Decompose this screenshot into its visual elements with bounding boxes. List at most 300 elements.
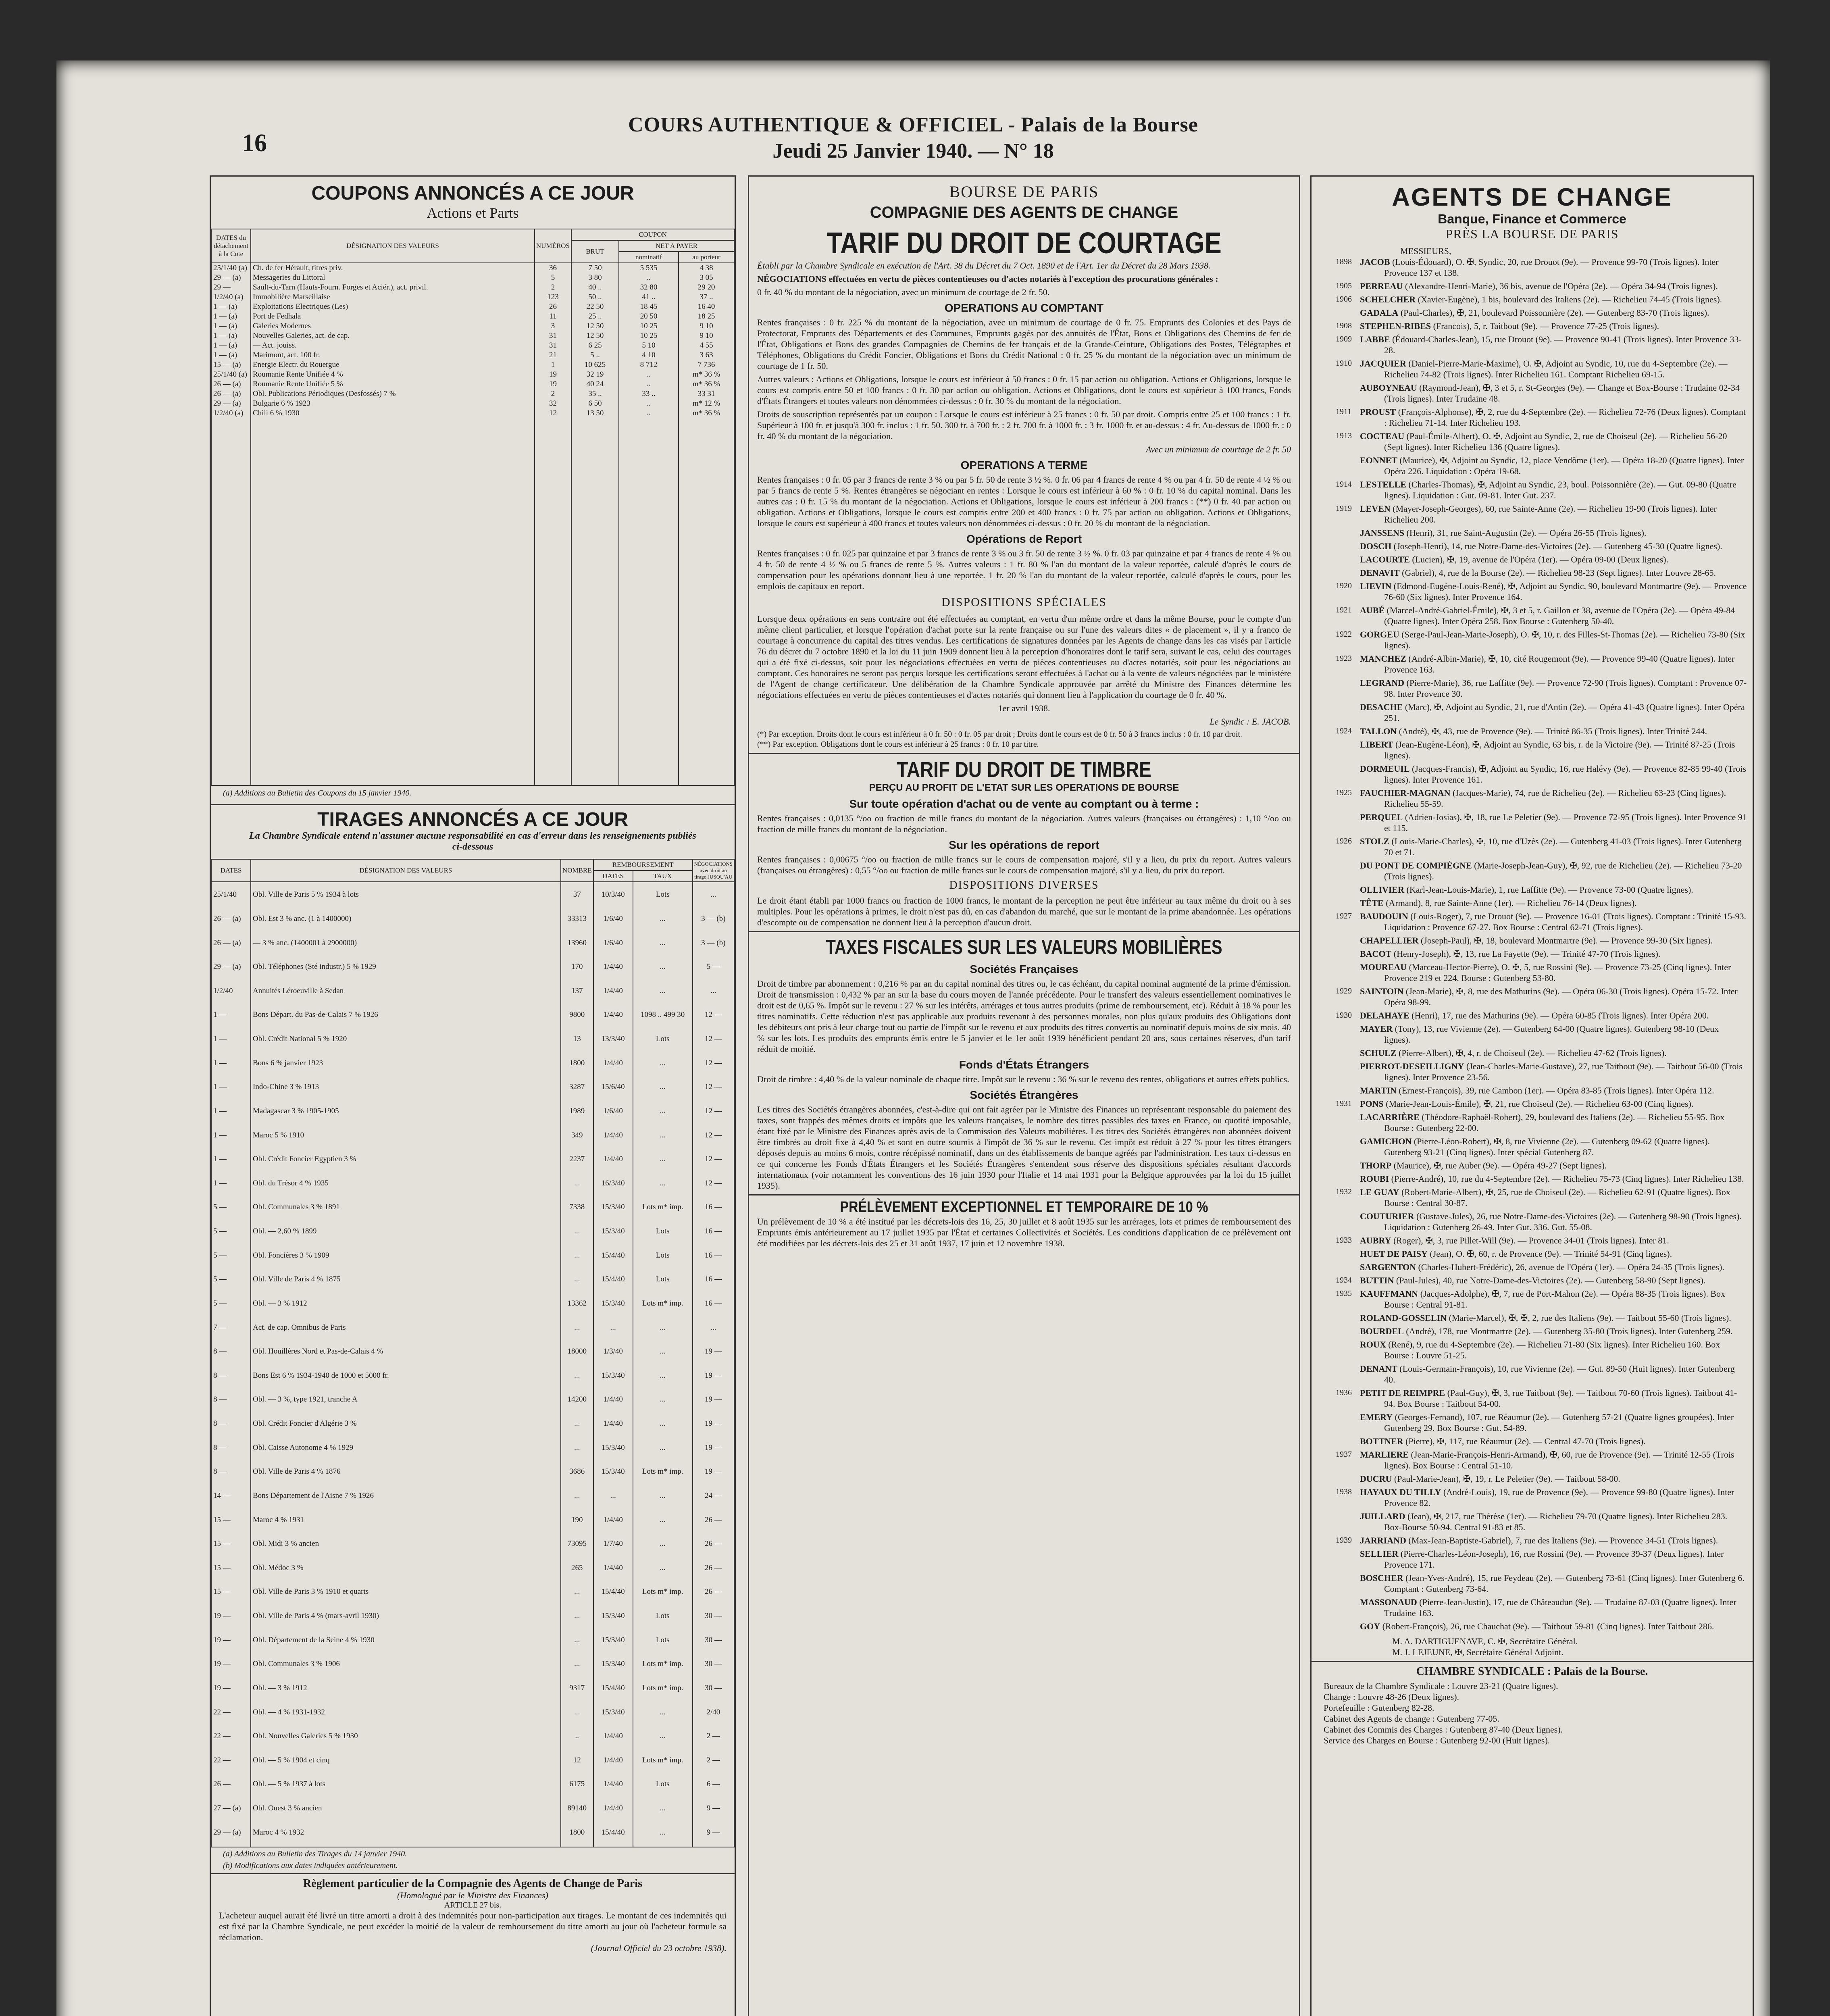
agent-detail: (Joseph-Paul), ✠, 18, boulevard Montmartre (9e). — Provence 99-30 (Six lignes).: [1420, 935, 1713, 946]
chambre-title: CHAMBRE SYNDICALE : Palais de la Bourse.: [1416, 1665, 1648, 1678]
agent-detail: (Jacques-Francis), ✠, Adjoint au Syndic, 16, rue Halévy (9e). — Provence 82-85 99-40 (Trois lignes). Inter Provence 161.: [1384, 764, 1746, 785]
cell-designation: Act. de cap. Omnibus de Paris: [251, 1316, 561, 1340]
agents-subtitle-2: PRÈS LA BOURSE DE PARIS: [1445, 227, 1619, 241]
agent-name: LEVEN: [1360, 504, 1391, 514]
cell-nombre: ...: [561, 1436, 593, 1460]
taxes-fonds-text: Droit de timbre : 4,40 % de la valeur nominale de chaque titre. Impôt sur le revenu : 36 % sur le revenu des rentes, obligations et autres effets publics.: [757, 1074, 1289, 1084]
cell-date: 5 —: [211, 1219, 251, 1243]
table-row: [211, 1556, 734, 1580]
agent-year: 1938: [1336, 1487, 1352, 1496]
agent-name: DENANT: [1360, 1364, 1397, 1374]
cell-designation: Maroc 4 % 1931: [251, 1508, 561, 1532]
agent-entry: [1336, 581, 1747, 602]
agent-detail: (Mayer-Joseph-Georges), 60, rue Sainte-Anne (2e). — Richelieu 19-90 (Trois lignes). Inter Richelieu 200.: [1384, 504, 1717, 525]
agent-entry: [1336, 479, 1747, 501]
agent-detail: (Max-Jean-Baptiste-Gabriel), 7, rue des Italiens (9e). — Provence 34-51 (Trois lignes).: [1408, 1535, 1718, 1545]
cell-porteur: 4 38: [679, 263, 734, 273]
cell-numero: 2: [535, 389, 571, 399]
cell-negociation: 16 —: [693, 1195, 734, 1220]
cell-nombre: 14200: [561, 1388, 593, 1412]
cell-numero: 12: [535, 408, 571, 418]
agent-name: MANCHEZ: [1360, 654, 1406, 664]
agent-entry: [1336, 1535, 1747, 1546]
agent-entry: [1340, 898, 1747, 908]
table-row: [211, 1388, 734, 1412]
cell-designation: Messageries du Littoral: [251, 273, 535, 283]
cell-remb-date: ...: [593, 1316, 633, 1340]
cell-date: 22 —: [211, 1748, 251, 1772]
cell-nombre: ...: [561, 1219, 593, 1243]
agent-name: HAYAUX DU TILLY: [1360, 1487, 1441, 1497]
cell-negociation: 12 —: [693, 1171, 734, 1195]
agent-entry: [1340, 527, 1747, 538]
divider: [211, 804, 735, 805]
cell-date: 29 —: [211, 283, 251, 292]
cell-negociation: 3 — (b): [693, 931, 734, 955]
agent-detail: (Charles-Hubert-Frédéric), 26, avenue de l'Opéra (1er). — Opéra 24-35 (Trois lignes).: [1418, 1262, 1724, 1272]
cell-nombre: 37: [561, 882, 593, 907]
cell-designation: Roumanie Rente Unifiée 4 %: [251, 370, 535, 379]
agent-entry: [1340, 739, 1747, 761]
agent-year: 1927: [1336, 912, 1352, 921]
empty-cell: [211, 418, 251, 785]
col-net: NET A PAYER: [619, 240, 734, 252]
cell-brut: 40 24: [571, 379, 619, 389]
cell-date: 5 —: [211, 1267, 251, 1291]
cell-taux: Lots: [633, 1772, 693, 1797]
chambre-line: Portefeuille : Gutenberg 82-28.: [1324, 1703, 1434, 1713]
cell-negociation: 3 — (b): [693, 907, 734, 931]
cell-nombre: 170: [561, 955, 593, 979]
tirages-rows: [211, 882, 734, 1847]
agent-detail: (Armand), 8, rue Sainte-Anne (1er). — Richelieu 76-14 (Deux lignes).: [1386, 898, 1637, 908]
agent-detail: (Karl-Jean-Louis-Marie), 1, rue Laffitte (9e). — Provence 73-00 (Quatre lignes).: [1406, 885, 1693, 895]
cell-remb-date: 15/4/40: [593, 1267, 633, 1291]
agent-entry: [1336, 1098, 1747, 1109]
cell-negociation: 19 —: [693, 1364, 734, 1388]
cell-taux: Lots: [633, 1604, 693, 1628]
cell-taux: ...: [633, 979, 693, 1003]
agent-detail: (Francois), 5, r. Taitbout (9e). — Provence 77-25 (Trois lignes).: [1433, 321, 1659, 331]
cell-brut: 7 50: [571, 263, 619, 273]
cell-designation: Obl. — 5 % 1904 et cinq: [251, 1748, 561, 1772]
agent-entry: [1340, 307, 1747, 318]
cell-taux: Lots m* imp.: [633, 1460, 693, 1484]
cell-nombre: 190: [561, 1508, 593, 1532]
taxes-francaises-text: Droit de timbre par abonnement : 0,216 % par an du capital nominal des titres ou, le cas échéant, du capital nominal augmenté de la prime d'émission. Droit de transmission : 0,432 % par an sur la base du cours moyen de l'année précédente. Pour le transfert des valeurs essentiellement nominatives le droit est de 0,65 %. Impôt sur le revenu : 27 % sur les intérêts, arrérages et tous autres produits (prime de remboursement, etc). Réduit à 18 % pour les titres nominatifs. Cette réduction n'est pas applicable aux produits revenant à des personnes morales, non plus qu'aux produits des Obligations dont les débiteurs ont pris à leur charge tout ou partie de l'impôt sur le revenu et aux produits des titres convertis au nominatif depuis moins de six mois. 40 % sur les lots. Les produits des emprunts émis entre le 5 janvier et le 1er août 1939 bénéficient pendant 20 ans, sous certaines réserves, d'un tarif réduit de moitié.: [757, 979, 1291, 1054]
agent-detail: (Louis-Roger), 7, rue Drouot (9e). — Provence 16-01 (Trois lignes). Comptant : Trinité 15-93. Liquidation : Provence 67-27. Box Bourse : Central 62-71 (Trois lignes).: [1384, 911, 1746, 932]
cell-nominatif: ..: [619, 379, 679, 389]
cell-date: 1 —: [211, 1171, 251, 1195]
cell-numero: 1: [535, 360, 571, 370]
cell-taux: Lots: [633, 1243, 693, 1268]
coupons-title: COUPONS ANNONCÉS A CE JOUR: [311, 183, 634, 204]
cell-remb-date: 16/3/40: [593, 1171, 633, 1195]
cell-nombre: ...: [561, 1364, 593, 1388]
agent-year: 1934: [1336, 1276, 1352, 1285]
divider: [749, 753, 1299, 754]
cell-nombre: 18000: [561, 1339, 593, 1364]
bourse-label: BOURSE DE PARIS: [949, 183, 1099, 201]
cell-remb-date: 1/6/40: [593, 907, 633, 931]
agent-name: BAUDOUIN: [1360, 911, 1408, 921]
agent-name: STOLZ: [1360, 836, 1389, 846]
cell-remb-date: 15/3/40: [593, 1291, 633, 1316]
cell-designation: Nouvelles Galeries, act. de cap.: [251, 331, 535, 341]
table-row: [211, 1628, 734, 1652]
agent-name: EMERY: [1360, 1412, 1393, 1422]
cell-taux: ...: [633, 1123, 693, 1148]
agent-name: LACOURTE: [1360, 554, 1410, 564]
agent-name: KAUFFMANN: [1360, 1289, 1418, 1299]
reglement-subtitle: (Homologué par le Ministre des Finances): [397, 1890, 548, 1900]
agent-detail: (Pierre-Albert), ✠, 4, r. de Choiseul (2e). — Richelieu 47-62 (Trois lignes).: [1398, 1048, 1667, 1058]
cell-taux: Lots: [633, 1219, 693, 1243]
cell-porteur: 29 20: [679, 283, 734, 292]
cell-designation: Obl. — 3 % 1912: [251, 1676, 561, 1700]
cell-date: 15 —: [211, 1580, 251, 1604]
cell-taux: 1098 .. 499 30: [633, 1003, 693, 1027]
cell-negociation: 12 —: [693, 1123, 734, 1148]
agent-entry: [1336, 653, 1747, 675]
cell-date: 1 — (a): [211, 312, 251, 321]
coupons-rows: [211, 263, 734, 785]
cell-nombre: 13: [561, 1027, 593, 1051]
agent-entry: [1340, 962, 1747, 983]
tirages-note-a: (a) Additions au Bulletin des Tirages du 14 janvier 1940.: [211, 1847, 735, 1861]
cell-date: 26 —: [211, 1772, 251, 1797]
table-row: [211, 1267, 734, 1291]
cell-negociation: 19 —: [693, 1388, 734, 1412]
agent-entry: [1340, 1085, 1747, 1096]
cell-remb-date: 1/7/40: [593, 1532, 633, 1556]
agent-detail: (René), 9, rue du 4-Septembre (2e). — Richelieu 71-80 (Six lignes). Inter Richelieu 160. Box Bourse : Louvre 51-25.: [1384, 1339, 1720, 1360]
autres-valeurs-text: Autres valeurs : Actions et Obligations, lorsque le cours est inférieur à 50 francs : 0 fr. 15 par action ou obligation. Actions et Obligations, lorsque le cours est compris entre 50 et 100 francs : 0 fr. 30 par action ou obligation. Actions et Obligations, dont le cours est supérieur à 100 francs, Fonds d'États Étrangers et toutes valeurs non dénommées ci-dessus : 0 fr. 30 % du montant de la négociation.: [757, 374, 1291, 406]
agent-year: 1913: [1336, 431, 1352, 440]
agent-entry: [1336, 358, 1747, 380]
agent-entry: [1340, 1597, 1747, 1618]
agent-year: 1909: [1336, 335, 1352, 344]
agent-name: JACOB: [1360, 257, 1390, 267]
agent-entry: [1336, 1487, 1747, 1508]
table-row: [211, 1676, 734, 1700]
cell-taux: ...: [633, 1388, 693, 1412]
table-row: [211, 882, 734, 907]
agent-detail: (Henry-Joseph), ✠, 13, rue La Fayette (9e). — Trinité 47-70 (Trois lignes).: [1393, 949, 1661, 959]
cell-taux: ...: [633, 907, 693, 931]
agent-name: LIBERT: [1360, 739, 1393, 750]
agent-detail: (Tony), 13, rue Vivienne (2e). — Gutenberg 64-00 (Quatre lignes). Gutenberg 98-10 (Deux lignes).: [1384, 1024, 1719, 1045]
agent-name: MAYER: [1360, 1024, 1393, 1034]
tirages-title: TIRAGES ANNONCÉS A CE JOUR: [317, 809, 628, 830]
cell-date: 22 —: [211, 1700, 251, 1724]
cell-nombre: ...: [561, 1652, 593, 1676]
agent-detail: (Marceau-Hector-Pierre), O. ✠, 5, rue Rossini (9e). — Provence 73-25 (Cinq lignes). Inter Provence 219 et 224. Bourse : Gutenberg 53-80.: [1384, 962, 1731, 983]
page-number: 16: [242, 129, 267, 157]
cell-taux: Lots m* imp.: [633, 1291, 693, 1316]
divider: [1312, 1661, 1753, 1662]
cell-date: 1 —: [211, 1147, 251, 1171]
cell-remb-date: 1/4/40: [593, 1796, 633, 1820]
cell-nominatif: 20 50: [619, 312, 679, 321]
table-row: [211, 1436, 734, 1460]
cell-negociation: 24 —: [693, 1484, 734, 1508]
cell-nombre: 3287: [561, 1075, 593, 1099]
agents-title: AGENTS DE CHANGE: [1392, 183, 1672, 211]
cell-date: 26 — (a): [211, 379, 251, 389]
table-row: [211, 1508, 734, 1532]
agent-name: PETIT DE REIMPRE: [1360, 1388, 1445, 1398]
agent-entry: [1340, 860, 1747, 882]
cell-negociation: 12 —: [693, 1075, 734, 1099]
cell-taux: ...: [633, 1700, 693, 1724]
agent-name: LIEVIN: [1360, 581, 1392, 591]
cell-remb-date: 1/6/40: [593, 931, 633, 955]
cell-designation: Bons 6 % janvier 1923: [251, 1051, 561, 1075]
agent-entry: [1336, 1449, 1747, 1471]
cell-taux: Lots m* imp.: [633, 1748, 693, 1772]
agent-name: BACOT: [1360, 949, 1392, 959]
agent-entry: [1336, 1288, 1747, 1310]
col-dates: DATES du détachement à la Cote: [211, 229, 251, 263]
table-row: [211, 1820, 734, 1845]
table-row: [211, 1003, 734, 1027]
timbre-text-2: Rentes françaises : 0,00675 °/oo ou fraction de mille francs sur le cours de compensation majoré, s'il y a lieu, du prix du report. Autres valeurs (françaises ou étrangères) : 0,55 °/oo ou fraction de mille francs sur le cours de compensation majoré, s'il y a lieu, du prix du report.: [757, 854, 1291, 875]
cell-numero: 3: [535, 321, 571, 331]
newspaper-page: [56, 60, 1770, 2016]
table-row: [211, 1364, 734, 1388]
cell-taux: ...: [633, 1484, 693, 1508]
agent-entry: [1340, 1061, 1747, 1083]
cell-nominatif: 18 45: [619, 302, 679, 312]
cell-designation: Obl. Foncières 3 % 1909: [251, 1243, 561, 1268]
cell-designation: Ch. de fer Hérault, titres priv.: [251, 263, 535, 273]
agent-detail: (François-Alphonse), ✠, 2, rue du 4-Septembre (2e). — Richelieu 72-76 (Deux lignes). Comptant : Richelieu 71-14. Inter Richelieu 193.: [1384, 407, 1746, 428]
agent-detail: (Paul-Marie-Jean), ✠, 19, r. Le Peletier (9e). — Taitbout 58-00.: [1394, 1474, 1620, 1484]
reglement-title: Règlement particulier de la Compagnie des Agents de Change de Paris: [303, 1877, 642, 1890]
cell-designation: Marimont, act. 100 fr.: [251, 350, 535, 360]
cell-date: 29 — (a): [211, 399, 251, 408]
cell-negociation: 16 —: [693, 1219, 734, 1243]
agent-detail: (Robert-François), 26, rue Chauchat (9e). — Taitbout 59-81 (Cinq lignes). Inter Taitbout 286.: [1382, 1621, 1714, 1631]
chambre-line: Change : Louvre 48-26 (Deux lignes).: [1324, 1692, 1459, 1702]
agent-detail: (Louis-Marie-Charles), ✠, 10, rue d'Uzès (2e). — Gutenberg 41-03 (Trois lignes). Inter Gutenberg 70 et 71.: [1384, 836, 1742, 857]
cell-nombre: ...: [561, 1171, 593, 1195]
cell-remb-date: 15/4/40: [593, 1580, 633, 1604]
cell-numero: 21: [535, 350, 571, 360]
agent-entry: [1340, 1363, 1747, 1385]
agent-name: LABBE: [1360, 334, 1390, 344]
agent-entry: [1340, 554, 1747, 565]
agent-detail: (Jean-Eugène-Léon), ✠, Adjoint au Syndic, 63 bis, r. de la Victoire (9e). — Trinité 87-25 (Trois lignes).: [1384, 739, 1735, 760]
table-row: [211, 1532, 734, 1556]
table-row: [211, 273, 734, 283]
cell-designation: Maroc 4 % 1932: [251, 1820, 561, 1845]
agent-name: SELLIER: [1360, 1549, 1399, 1559]
agent-detail: (Xavier-Eugène), 1 bis, boulevard des Italiens (2e). — Richelieu 74-45 (Trois lignes).: [1418, 294, 1722, 304]
cell-numero: 123: [535, 292, 571, 302]
cell-date: 1 — (a): [211, 331, 251, 341]
timbre-text-1: Rentes françaises : 0,0135 °/oo ou fraction de mille francs du montant de la négociation. Autres valeurs (françaises ou étrangères) : 1,10 °/oo ou fraction de mille francs du montant de la négociation.: [757, 813, 1291, 834]
tirages-table: [211, 859, 735, 1847]
cell-remb-date: 1/4/40: [593, 1412, 633, 1436]
cell-designation: Energie Electr. du Rouergue: [251, 360, 535, 370]
cell-designation: Obl. Crédit National 5 % 1920: [251, 1027, 561, 1051]
cell-negociation: 5 —: [693, 955, 734, 979]
cell-nominatif: ..: [619, 273, 679, 283]
agent-detail: (Pierre-Charles-Léon-Joseph), 16, rue Rossini (9e). — Provence 39-37 (Deux lignes). Inter Provence 171.: [1384, 1549, 1724, 1570]
cell-nombre: ...: [561, 1700, 593, 1724]
table-row: [211, 955, 734, 979]
cell-remb-date: 15/3/40: [593, 1219, 633, 1243]
cell-date: 5 —: [211, 1195, 251, 1220]
cell-brut: 22 50: [571, 302, 619, 312]
cell-porteur: 3 63: [679, 350, 734, 360]
agent-year: 1937: [1336, 1450, 1352, 1459]
agent-detail: (Louis-Édouard), O. ✠, Syndic, 20, rue Drouot (9e). — Provence 99-70 (Trois lignes). Inter Provence 137 et 138.: [1384, 257, 1719, 278]
cell-designation: Sault-du-Tarn (Hauts-Fourn. Forges et Aciér.), act. privil.: [251, 283, 535, 292]
agents-subtitle-1: Banque, Finance et Commerce: [1438, 212, 1626, 226]
agent-detail: (Pierre-Marie), 36, rue Laffitte (9e). — Provence 72-90 (Trois lignes). Comptant : Provence 07-98. Inter Provence 30.: [1384, 678, 1747, 699]
cell-designation: Obl. Médoc 3 %: [251, 1556, 561, 1580]
chambre-line: Cabinet des Commis des Charges : Gutenberg 87-40 (Deux lignes).: [1324, 1724, 1563, 1735]
agent-entry: [1340, 1326, 1747, 1337]
agent-detail: (Jean-Marie), ✠, 8, rue des Mathurins (9e). — Opéra 06-30 (Trois lignes). Opéra 15-72. Inter Opéra 98-99.: [1384, 986, 1738, 1007]
agent-name: OLLIVIER: [1360, 885, 1405, 895]
agent-name: ROLAND-GOSSELIN: [1360, 1313, 1447, 1323]
agent-detail: (Lucien), ✠, 19, avenue de l'Opéra (1er). — Opéra 09-00 (Deux lignes).: [1412, 554, 1669, 564]
reglement-source: (Journal Officiel du 23 octobre 1938).: [591, 1943, 727, 1953]
cell-date: 22 —: [211, 1724, 251, 1748]
agent-name: JACQUIER: [1360, 358, 1406, 369]
cell-brut: 12 50: [571, 321, 619, 331]
cell-date: 14 —: [211, 1484, 251, 1508]
cell-negociation: 19 —: [693, 1412, 734, 1436]
agent-entry: [1336, 1275, 1747, 1286]
cell-date: 8 —: [211, 1388, 251, 1412]
cell-taux: ...: [633, 1051, 693, 1075]
tarif-subtitle: Établi par la Chambre Syndicale en exécution de l'Art. 38 du Décret du 7 Oct. 1890 et de l'Art. 1er du Décret du 28 Mars 1938.: [757, 260, 1211, 271]
agent-entry: [1340, 541, 1747, 552]
agent-name: TÊTE: [1360, 898, 1384, 908]
cell-negociation: ...: [693, 1316, 734, 1340]
table-row: [211, 1484, 734, 1508]
cell-taux: Lots m* imp.: [633, 1195, 693, 1220]
cell-date: 26 — (a): [211, 907, 251, 931]
agent-entry: [1340, 567, 1747, 578]
cell-date: 15 —: [211, 1556, 251, 1580]
agent-name: AUBRY: [1360, 1235, 1391, 1245]
cell-negociation: 26 —: [693, 1508, 734, 1532]
cell-negociation: 16 —: [693, 1243, 734, 1268]
cell-remb-date: 15/3/40: [593, 1652, 633, 1676]
cell-remb-date: 1/4/40: [593, 1556, 633, 1580]
cell-remb-date: 15/3/40: [593, 1195, 633, 1220]
table-row: [211, 1772, 734, 1797]
agent-entry: [1340, 1173, 1747, 1184]
cell-designation: Obl. Ville de Paris 4 % 1875: [251, 1267, 561, 1291]
col-negociations: NÉGOCIATIONS avec droit au tirage JUSQU'AU: [693, 859, 734, 882]
agent-name: GORGEU: [1360, 629, 1399, 639]
cell-date: 7 —: [211, 1316, 251, 1340]
agent-entry: [1340, 702, 1747, 723]
agent-name: PONS: [1360, 1099, 1384, 1109]
messieurs-label: MESSIEURS,: [1400, 246, 1451, 256]
cell-designation: — Act. jouiss.: [251, 341, 535, 350]
cell-designation: Exploitations Electriques (Les): [251, 302, 535, 312]
agent-name: DENAVIT: [1360, 568, 1400, 578]
timbre-report-title: Sur les opérations de report: [949, 839, 1099, 851]
agent-detail: (Pierre-Jean-Justin), 17, rue de Châteaudun (9e). — Trudaine 87-03 (Quatre lignes). Inter Trudaine 163.: [1384, 1597, 1736, 1618]
agent-detail: (Alexandre-Henri-Marie), 36 bis, avenue de l'Opéra (2e). — Opéra 34-94 (Trois lignes).: [1405, 281, 1718, 291]
cell-date: 1 — (a): [211, 302, 251, 312]
agent-name: SAINTOIN: [1360, 986, 1404, 996]
agent-entry: [1336, 1187, 1747, 1208]
agent-detail: (Henri), 17, rue des Mathurins (9e). — Opéra 60-85 (Trois lignes). Inter Opéra 200.: [1412, 1010, 1709, 1020]
coupons-subtitle: Actions et Parts: [427, 205, 519, 221]
cell-remb-date: 1/4/40: [593, 955, 633, 979]
cell-date: 8 —: [211, 1364, 251, 1388]
cell-designation: Annuités Léroeuville à Sedan: [251, 979, 561, 1003]
chambre-line: Cabinet des Agents de change : Gutenberg 77-05.: [1324, 1714, 1499, 1724]
agent-year: 1931: [1336, 1099, 1352, 1108]
cell-designation: Port de Fedhala: [251, 312, 535, 321]
agent-year: 1906: [1336, 295, 1352, 304]
table-row: [211, 1748, 734, 1772]
cell-date: 1 —: [211, 1099, 251, 1123]
cell-designation: Obl. — 3 %, type 1921, tranche A: [251, 1388, 561, 1412]
agent-detail: (André-Albin-Marie), ✠, 10, cité Rougemont (9e). — Provence 99-40 (Quatre lignes). Inter Provence 163.: [1384, 654, 1735, 675]
speciales-title: DISPOSITIONS SPÉCIALES: [941, 596, 1107, 609]
col-rdates: DATES: [593, 871, 633, 882]
cell-date: 1 — (a): [211, 341, 251, 350]
cell-negociation: 19 —: [693, 1460, 734, 1484]
cell-date: 19 —: [211, 1628, 251, 1652]
table-row: [211, 1123, 734, 1148]
cell-designation: Chili 6 % 1930: [251, 408, 535, 418]
agent-entry: [1336, 294, 1747, 305]
cell-designation: Obl. — 4 % 1931-1932: [251, 1700, 561, 1724]
cell-date: 1/2/40 (a): [211, 408, 251, 418]
empty-cell: [535, 418, 571, 785]
cell-date: 29 — (a): [211, 273, 251, 283]
agent-detail: (Pierre), ✠, 117, rue Réaumur (2e). — Central 47-70 (Trois lignes).: [1405, 1436, 1646, 1446]
secretaire-general: M. A. DARTIGUENAVE, C. ✠, Secrétaire Général.: [1392, 1636, 1578, 1646]
cell-nombre: ...: [561, 1604, 593, 1628]
page-header: [56, 113, 1770, 185]
cell-designation: Obl. Crédit Foncier d'Algérie 3 %: [251, 1412, 561, 1436]
agent-detail: (Georges-Fernand), 107, rue Réaumur (2e). — Gutenberg 57-21 (Quatre lignes groupées). Inter Gutenberg 29. Box Bourse : Gut. 54-89.: [1384, 1412, 1734, 1433]
cell-negociation: 30 —: [693, 1604, 734, 1628]
comptant-title: OPERATIONS AU COMPTANT: [944, 302, 1104, 314]
agent-detail: (Maurice), ✠, Adjoint au Syndic, 12, place Vendôme (1er). — Opéra 18-20 (Quatre lignes). Inter Opéra 226. Liquidation : Opéra 19-68.: [1384, 455, 1744, 476]
agent-name: GAMICHON: [1360, 1136, 1412, 1146]
cell-date: 25/1/40 (a): [211, 370, 251, 379]
cell-negociation: 6 —: [693, 1772, 734, 1797]
cell-nombre: 1800: [561, 1820, 593, 1845]
cell-taux: ...: [633, 1147, 693, 1171]
cell-designation: Obl. Publications Périodiques (Desfossés) 7 %: [251, 389, 535, 399]
cell-porteur: 16 40: [679, 302, 734, 312]
tirages-disclaimer: La Chambre Syndicale entend n'assumer aucune responsabilité en cas d'erreur dans les renseignements publiés ci-dessous: [249, 831, 696, 852]
table-row: [211, 1339, 734, 1364]
agent-year: 1932: [1336, 1187, 1352, 1196]
table-row: [211, 1291, 734, 1316]
agent-name: LACARRIÈRE: [1360, 1112, 1420, 1122]
cell-taux: ...: [633, 1339, 693, 1364]
cell-date: 1 — (a): [211, 321, 251, 331]
cell-date: 8 —: [211, 1460, 251, 1484]
